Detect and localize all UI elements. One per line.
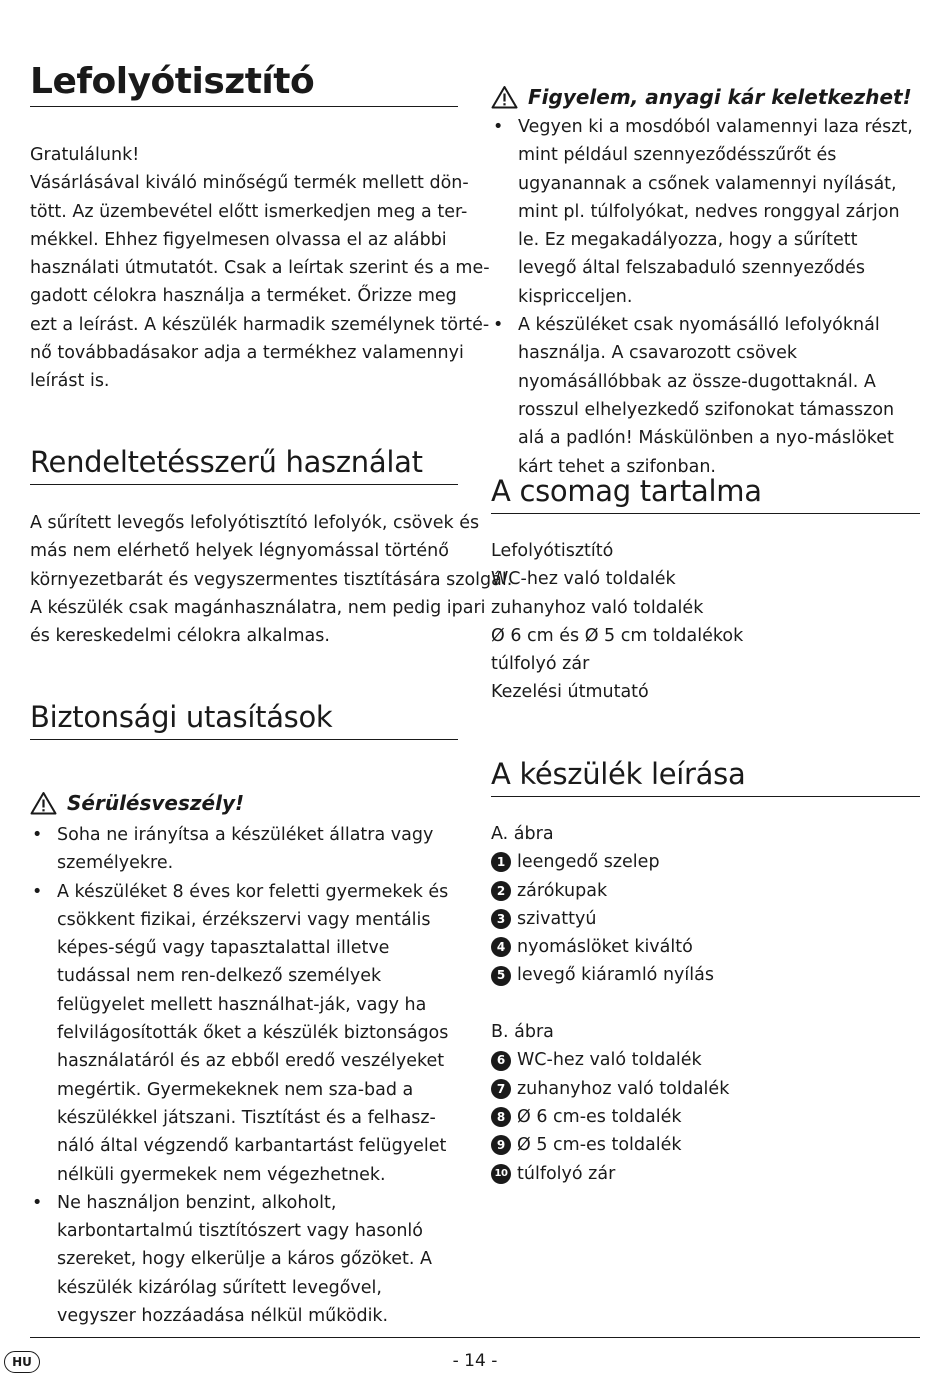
page-title: Lefolyótisztító bbox=[30, 60, 458, 107]
number-badge: 7 bbox=[491, 1079, 511, 1099]
number-badge: 9 bbox=[491, 1135, 511, 1155]
number-badge: 6 bbox=[491, 1051, 511, 1071]
damage-list bbox=[491, 113, 920, 481]
list-item: WC-hez való toldalék bbox=[491, 569, 676, 590]
list-item: • Ne használjon benzint, alkoholt, karbontartalmú tisztítószert vagy hasonló szereket, hogy elkerülje a káros gőzöket. A készülék kizárólag sűrített levegővel, vegyszer hozzáadása nélkül működik. bbox=[30, 1189, 458, 1330]
number-badge: 1 bbox=[491, 852, 511, 872]
list-item: zuhanyhoz való toldalék bbox=[491, 597, 704, 618]
language-badge: HU bbox=[4, 1351, 40, 1373]
intro-text bbox=[30, 141, 490, 396]
section-heading-package: A csomag tartalma bbox=[491, 473, 920, 514]
intro-line: Gratulálunk! bbox=[30, 145, 140, 165]
list-item: • Soha ne irányítsa a készüléket állatra vagy személyekre. bbox=[30, 821, 458, 878]
part-row bbox=[491, 1103, 920, 1131]
text-line: környezetbarát és vegyszermentes tisztítására szolgál. bbox=[30, 569, 513, 590]
list-item: Kezelési útmutató bbox=[491, 682, 649, 703]
part-label: levegő kiáramló nyílás bbox=[517, 965, 714, 986]
intended-use-text bbox=[30, 509, 513, 650]
footer-divider bbox=[30, 1337, 920, 1338]
safety-list bbox=[30, 821, 458, 1330]
text-line: A sűrített levegős lefolyótisztító lefolyók, csövek és bbox=[30, 513, 480, 533]
part-row bbox=[491, 1160, 920, 1188]
part-row bbox=[491, 905, 920, 933]
part-row bbox=[491, 877, 920, 905]
figure-label: A. ábra bbox=[491, 824, 554, 844]
package-list bbox=[491, 537, 920, 707]
number-badge: 10 bbox=[491, 1164, 511, 1184]
text-line: más nem elérhető helyek légnyomással történő bbox=[30, 541, 449, 562]
intro-line: ezt a leírást. A készülék harmadik személynek törté- bbox=[30, 314, 490, 335]
part-label: nyomáslöket kiváltó bbox=[517, 937, 693, 958]
number-badge: 5 bbox=[491, 966, 511, 986]
injury-warning bbox=[30, 788, 458, 818]
list-item: Ø 6 cm és Ø 5 cm toldalékok bbox=[491, 625, 744, 646]
warning-title: Sérülésveszély! bbox=[67, 791, 245, 815]
text-line: A készülék csak magánhasználatra, nem pedig ipari bbox=[30, 597, 486, 618]
part-row bbox=[491, 848, 920, 876]
part-row bbox=[491, 933, 920, 961]
list-item: Lefolyótisztító bbox=[491, 541, 614, 561]
number-badge: 3 bbox=[491, 909, 511, 929]
number-badge: 8 bbox=[491, 1107, 511, 1127]
intro-line: tött. Az üzembevétel előtt ismerkedjen meg a ter- bbox=[30, 201, 468, 222]
list-item: • A készüléket 8 éves kor feletti gyermekek és csökkent fizikai, érzékszervi vagy mentális képes-ségű vagy tapasztalattal illetve tudással nem ren-delkező személyek felügyelet mellett használhat-ják, vagy ha felvilágosították őket a készülék biztonságos használatáról és az ebből eredő veszélyeket megértik. Gyermekeknek nem sza-bad a készülékkel játszani. Tisztítást és a felhasz-náló által végzendő karbantartást felügyelet nélküli gyermekek nem végezhetnek. bbox=[30, 878, 458, 1189]
part-label: Ø 5 cm-es toldalék bbox=[517, 1135, 682, 1156]
warning-title: Figyelem, anyagi kár keletkezhet! bbox=[528, 85, 912, 109]
intro-line: mékkel. Ehhez figyelmesen olvassa el az alábbi bbox=[30, 229, 447, 250]
intro-line: gadott célokra használja a terméket. Őrizze meg bbox=[30, 286, 457, 307]
number-badge: 4 bbox=[491, 937, 511, 957]
intro-line: nő továbbadásakor adja a termékhez valamennyi bbox=[30, 343, 464, 364]
parts-list bbox=[491, 820, 920, 1188]
warning-triangle-icon bbox=[491, 85, 518, 109]
list-item: • Vegyen ki a mosdóból valamennyi laza részt, mint például szennyeződésszűrőt és ugyanannak a csőnek valamennyi nyílását, mint pl. túlfolyókat, nedves ronggyal zárjon le. Ez megakadályozza, hogy a sűrített levegő által felszabaduló szennyeződés kispricceljen. bbox=[491, 113, 920, 311]
intro-line: leírást is. bbox=[30, 371, 110, 392]
part-label: WC-hez való toldalék bbox=[517, 1050, 702, 1071]
section-heading-safety: Biztonsági utasítások bbox=[30, 699, 458, 740]
part-row bbox=[491, 1075, 920, 1103]
part-label: zuhanyhoz való toldalék bbox=[517, 1078, 730, 1099]
part-row bbox=[491, 1046, 920, 1074]
list-item: • A készüléket csak nyomásálló lefolyóknál használja. A csavarozott csövek nyomásállóbbak az össze-dugottaknál. A rosszul elhelyezkedő szifonokat támasszon alá a padlón! Máskülönben a nyo-máslöket kárt tehet a szifonban. bbox=[491, 311, 920, 481]
part-label: szivattyú bbox=[517, 908, 597, 929]
text-line: és kereskedelmi célokra alkalmas. bbox=[30, 626, 330, 647]
part-label: zárókupak bbox=[517, 880, 608, 901]
part-row bbox=[491, 961, 920, 989]
part-row bbox=[491, 1131, 920, 1159]
warning-triangle-icon bbox=[30, 791, 57, 815]
list-item: túlfolyó zár bbox=[491, 654, 590, 675]
section-heading-intended-use: Rendeltetésszerű használat bbox=[30, 444, 458, 485]
spacer bbox=[491, 990, 920, 1018]
intro-line: Vásárlásával kiváló minőségű termék mellett dön- bbox=[30, 173, 469, 194]
part-label: túlfolyó zár bbox=[517, 1163, 616, 1184]
number-badge: 2 bbox=[491, 881, 511, 901]
damage-warning bbox=[491, 82, 920, 112]
figure-label: B. ábra bbox=[491, 1022, 554, 1043]
page-number: - 14 - bbox=[452, 1351, 498, 1371]
part-label: leengedő szelep bbox=[517, 852, 660, 873]
intro-line: használati útmutatót. Csak a leírtak szerint és a me- bbox=[30, 258, 490, 279]
section-heading-description: A készülék leírása bbox=[491, 756, 920, 797]
part-label: Ø 6 cm-es toldalék bbox=[517, 1106, 682, 1127]
